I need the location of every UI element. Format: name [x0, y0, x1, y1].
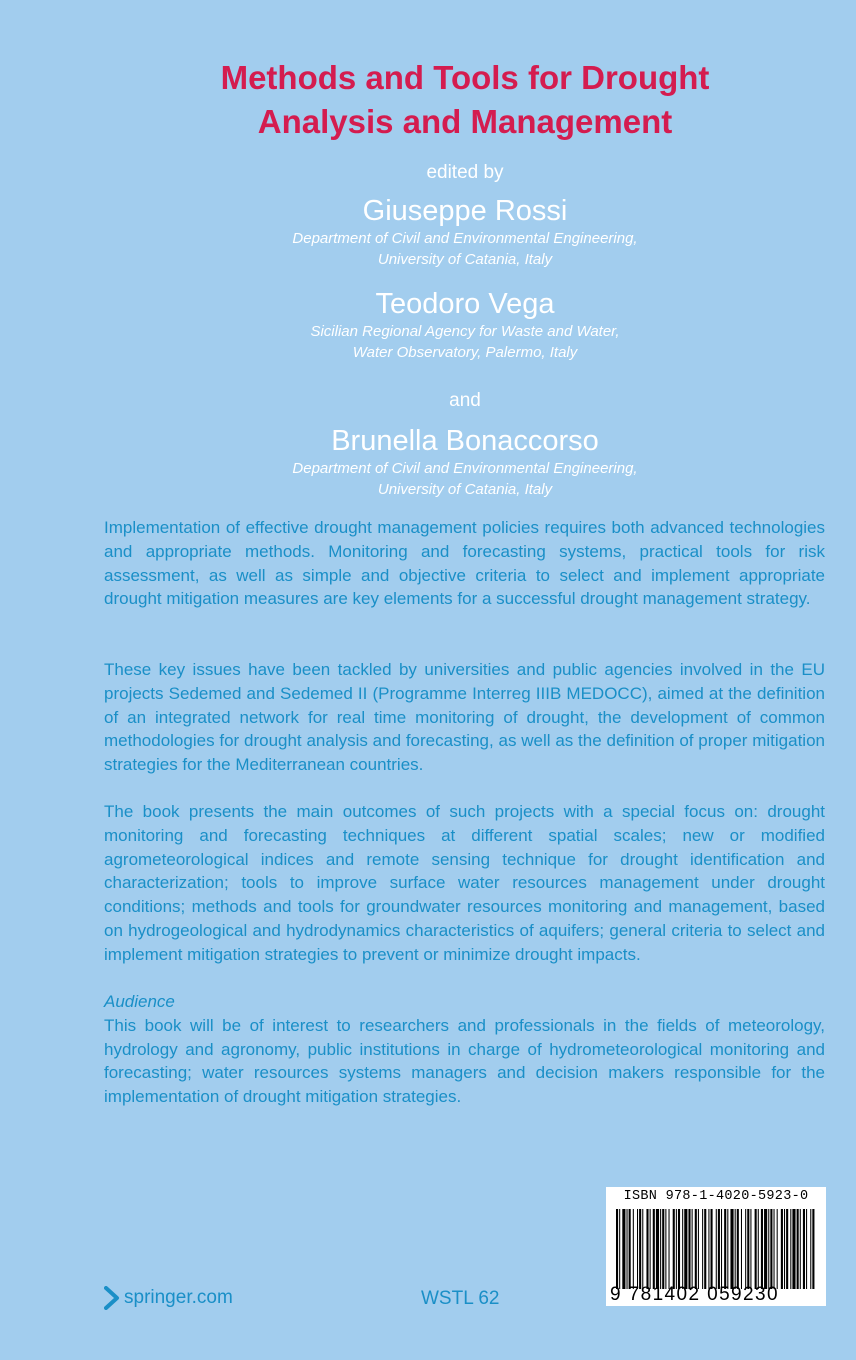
barcode-bar: [669, 1209, 670, 1289]
barcode-bar: [653, 1209, 655, 1289]
barcode-bar: [616, 1209, 618, 1289]
barcode-bar: [786, 1209, 788, 1289]
and-label: and: [449, 390, 481, 411]
barcode-bar: [629, 1209, 631, 1289]
editor-affiliation-line: Department of Civil and Environmental Engineering,: [292, 230, 638, 247]
barcode-bar: [803, 1209, 805, 1289]
barcode-bar: [774, 1209, 775, 1289]
editor-block: [260, 287, 670, 363]
barcode-bar: [790, 1209, 791, 1289]
springer-arrow-icon: [104, 1286, 120, 1310]
barcode-bar: [718, 1209, 720, 1289]
barcode-bar: [747, 1209, 749, 1289]
barcode-bar: [637, 1209, 638, 1289]
barcode-bar: [727, 1209, 728, 1289]
barcode-bar: [797, 1209, 799, 1289]
barcode-bar: [646, 1209, 648, 1289]
barcode-bar: [665, 1209, 666, 1289]
barcode-bar: [676, 1209, 677, 1289]
barcode-bar: [688, 1209, 690, 1289]
editor-name: Teodoro Vega: [375, 288, 555, 320]
barcode-bar: [735, 1209, 736, 1289]
barcode-bar: [730, 1209, 733, 1289]
series-code: WSTL 62: [421, 1288, 500, 1309]
description-paragraph: Implementation of effective drought management policies requires both advanced technologies and appropriate methods. Monitoring and forecasting systems, practical tools for risk assessment, as well as simple and objective criteria to select and implement appropriate drought mitigation measures are key elements for a successful drought management strategy.: [104, 518, 825, 609]
barcode-bar: [750, 1209, 751, 1289]
editor-block: [260, 194, 670, 270]
barcode-bar: [633, 1209, 634, 1289]
editor-affiliation-line: Water Observatory, Palermo, Italy: [352, 344, 578, 361]
barcode-bar: [708, 1209, 709, 1289]
barcode-bar: [702, 1209, 703, 1289]
editor-affiliation-line: University of Catania, Italy: [377, 251, 553, 268]
barcode-bar: [724, 1209, 726, 1289]
barcode-bar: [810, 1209, 811, 1289]
barcode-bar: [764, 1209, 767, 1289]
springer-url: springer.com: [124, 1287, 233, 1308]
barcode-bar: [806, 1209, 807, 1289]
barcode-bar: [695, 1209, 697, 1289]
barcode-bar: [704, 1209, 706, 1289]
barcode-bar: [622, 1209, 625, 1289]
editor-name: Giuseppe Rossi: [362, 195, 568, 227]
barcode-bar: [656, 1209, 659, 1289]
barcode-bar: [741, 1209, 742, 1289]
editor-affiliation-line: Sicilian Regional Agency for Waste and Water,: [310, 323, 620, 340]
editor-affiliation-line: Department of Civil and Environmental Engineering,: [292, 460, 638, 477]
barcode-bar: [650, 1209, 651, 1289]
barcode-bar: [619, 1209, 620, 1289]
barcode-icon: [614, 1209, 818, 1289]
description-paragraph: These key issues have been tackled by universities and public agencies involved in the EU projects Sedemed and Sedemed II (Programme Interreg IIIB MEDOCC), aimed at the definition of an integrated network for real time monitoring of drought, the development of common methodologies for drought analysis and forecasting, as well as the definition of proper mitigation strategies for the Mediterranean countries.: [104, 660, 825, 775]
audience-section: [104, 990, 825, 1109]
barcode-bar: [758, 1209, 759, 1289]
springer-link[interactable]: [104, 1286, 233, 1310]
barcode-bar: [684, 1209, 687, 1289]
barcode-bar: [770, 1209, 772, 1289]
description-paragraph: The book presents the main outcomes of such projects with a special focus on: drought monitoring and forecasting techniques at different spatial scales; new or modified agrometeorological indices and remote sensing technique for drought identification and characterization; tools to improve surface water resources management under drought conditions; methods and tools for groundwater resources monitoring and management, based on hydrogeological and hydrodynamics characteristics of aquifers; general criteria to select and implement mitigation strategies to prevent or minimize drought impacts.: [104, 802, 825, 964]
barcode-bar: [777, 1209, 778, 1289]
barcode-bar: [812, 1209, 814, 1289]
editor-name: Brunella Bonaccorso: [331, 425, 599, 457]
book-title: [130, 56, 800, 144]
barcode-bar: [711, 1209, 713, 1289]
editor-affiliation-line: University of Catania, Italy: [377, 481, 553, 498]
audience-heading: Audience: [104, 992, 175, 1011]
title-line-1: Methods and Tools for Drought: [220, 59, 710, 96]
barcode-bar: [784, 1209, 785, 1289]
barcode-bar: [698, 1209, 699, 1289]
isbn-number: ISBN 978-1-4020-5923-0: [623, 1189, 809, 1204]
editor-block: [260, 424, 670, 500]
barcode-bar: [737, 1209, 739, 1289]
barcode-bar: [678, 1209, 680, 1289]
barcode-bar: [642, 1209, 643, 1289]
barcode-bar: [639, 1209, 641, 1289]
barcode-bar: [800, 1209, 801, 1289]
barcode-bar: [721, 1209, 722, 1289]
barcode-bar: [627, 1209, 628, 1289]
isbn-barcode-box: [606, 1187, 826, 1306]
barcode-bar: [745, 1209, 746, 1289]
title-line-2: Analysis and Management: [257, 103, 673, 140]
barcode-bar: [716, 1209, 717, 1289]
barcode-bar: [660, 1209, 661, 1289]
barcode-bar: [768, 1209, 769, 1289]
barcode-bar: [792, 1209, 795, 1289]
barcode-bar: [761, 1209, 763, 1289]
barcode-bar: [692, 1209, 693, 1289]
barcode-bar: [673, 1209, 675, 1289]
barcode-bar: [682, 1209, 683, 1289]
barcode-bar: [755, 1209, 757, 1289]
ean-number: 9 781402 059230: [610, 1284, 779, 1305]
edited-by-label: edited by: [426, 162, 504, 183]
barcode-bar: [781, 1209, 783, 1289]
audience-text: This book will be of interest to researchers and professionals in the fields of meteorology, hydrology and agronomy, public institutions in charge of hydrometeorological monitoring and forecasting; water resources systems managers and decision makers responsible for the implementation of drought mitigation strategies.: [104, 1015, 825, 1107]
barcode-bar: [662, 1209, 664, 1289]
